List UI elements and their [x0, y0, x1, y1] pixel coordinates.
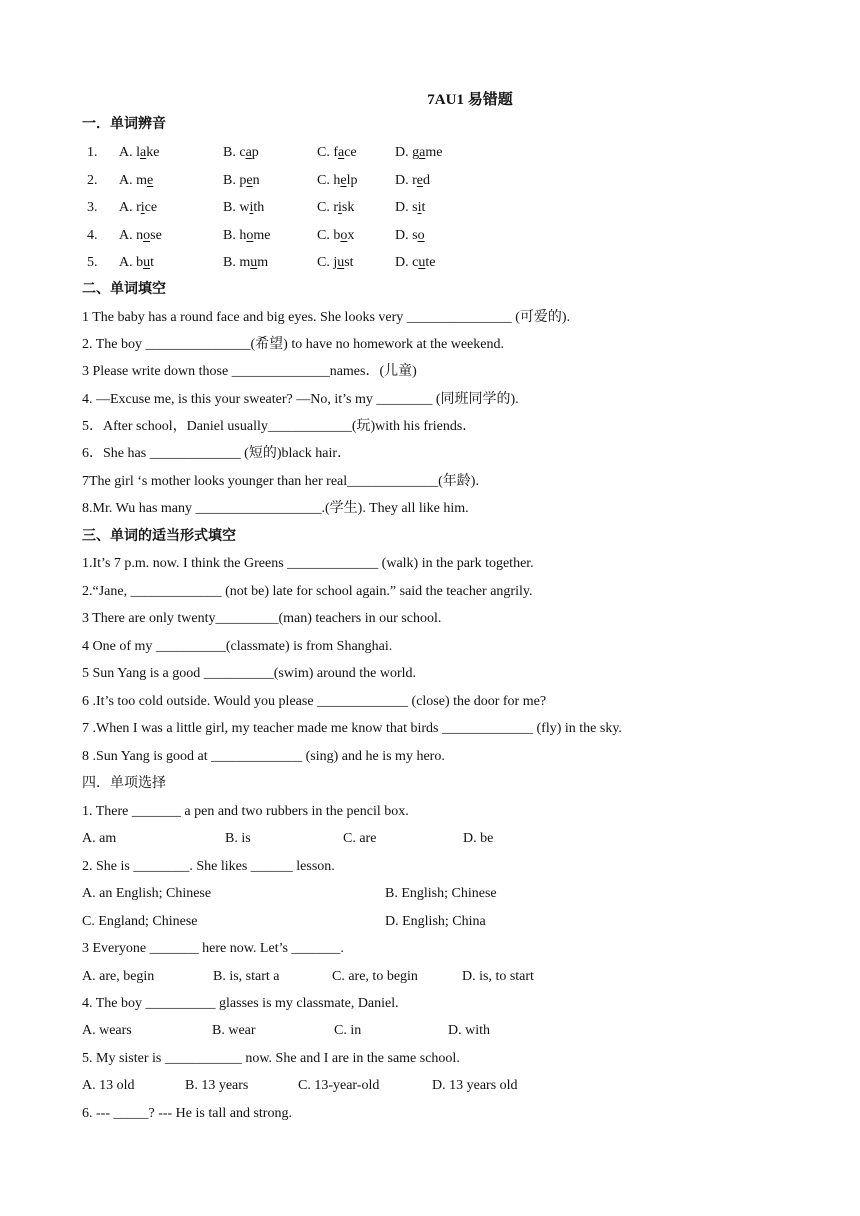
option-prefix: B. c [223, 145, 246, 160]
phonics-option [119, 144, 159, 162]
option-prefix: D. s [395, 228, 418, 243]
mc-option: C. in [334, 1023, 362, 1038]
option-suffix: me [253, 228, 271, 243]
mc-option: D. be [463, 831, 494, 846]
row-number: 3. [87, 200, 98, 215]
option-prefix: A. r [119, 200, 141, 215]
phonics-option [395, 199, 425, 217]
mc-options-3 [82, 968, 782, 986]
form-item: 7 .When I was a little girl, my teacher made me know that birds _____________ (fly) in the sky. [82, 721, 622, 736]
mc-question-2: 2. She is ________. She likes ______ lesson. [82, 859, 335, 874]
option-prefix: C. b [317, 228, 341, 243]
phonics-option [317, 172, 357, 190]
mc-options-2b [82, 913, 782, 931]
mc-option: B. English; Chinese [385, 886, 497, 901]
phonics-row [82, 254, 582, 272]
page-title: 7AU1 易错题 [427, 92, 513, 108]
phonics-option [119, 254, 154, 272]
phonics-option [223, 172, 260, 190]
underlined-letter: i [249, 200, 254, 215]
option-suffix: sk [341, 200, 355, 215]
mc-option: A. wears [82, 1023, 132, 1038]
phonics-row [82, 227, 582, 245]
option-prefix: A. n [119, 228, 144, 243]
option-suffix: t [150, 255, 155, 270]
underlined-letter: e [416, 173, 423, 188]
section4-heading: 四．单项选择 [82, 776, 166, 791]
section2-heading: 二、单词填空 [82, 282, 166, 297]
mc-options-2a [82, 885, 782, 903]
mc-option: D. English; China [385, 914, 486, 929]
underlined-letter: o [417, 228, 425, 243]
mc-options-4 [82, 1022, 782, 1040]
underlined-letter: a [338, 145, 345, 160]
underlined-letter: o [143, 228, 151, 243]
option-prefix: B. m [223, 255, 251, 270]
underlined-letter: e [246, 173, 253, 188]
fill-item: 6．She has _____________ (短的)black hair． [82, 446, 352, 461]
mc-option: D. with [448, 1023, 490, 1038]
fill-item: 7The girl ‘s mother looks younger than her real_____________(年龄). [82, 474, 479, 489]
option-suffix: m [257, 255, 269, 270]
phonics-option [395, 227, 425, 245]
option-suffix: n [252, 173, 260, 188]
option-prefix: D. c [395, 255, 419, 270]
phonics-row [82, 144, 582, 162]
underlined-letter: a [419, 145, 426, 160]
phonics-option [119, 227, 162, 245]
phonics-option [317, 144, 357, 162]
underlined-letter: i [417, 200, 422, 215]
option-prefix: C. r [317, 200, 338, 215]
option-suffix: t [421, 200, 426, 215]
section3-heading: 三、单词的适当形式填空 [82, 529, 236, 544]
mc-option: C. are [343, 831, 377, 846]
form-item: 3 There are only twenty_________(man) teachers in our school. [82, 611, 442, 626]
form-item: 4 One of my __________(classmate) is from Shanghai. [82, 639, 393, 654]
option-prefix: B. h [223, 228, 247, 243]
row-number: 1. [87, 145, 98, 160]
option-suffix: ce [144, 200, 158, 215]
option-suffix: ce [344, 145, 357, 160]
phonics-option [223, 254, 268, 272]
option-suffix: se [150, 228, 162, 243]
mc-option: C. 13-year-old [298, 1078, 380, 1093]
underlined-letter: o [246, 228, 254, 243]
underlined-letter: e [147, 173, 154, 188]
option-prefix: D. r [395, 173, 417, 188]
underlined-letter: a [140, 145, 147, 160]
mc-option: B. is, start a [213, 969, 280, 984]
mc-question-5: 5. My sister is ___________ now. She and I are in the same school. [82, 1051, 460, 1066]
option-suffix: x [347, 228, 355, 243]
fill-item: 2. The boy _______________(希望) to have no homework at the weekend. [82, 337, 504, 352]
option-suffix: me [425, 145, 443, 160]
mc-option: B. 13 years [185, 1078, 249, 1093]
option-prefix: A. m [119, 173, 147, 188]
mc-option: D. is, to start [462, 969, 534, 984]
mc-question-3: 3 Everyone _______ here now. Let’s _______. [82, 941, 344, 956]
mc-option: A. an English; Chinese [82, 886, 212, 901]
mc-option: C. are, to begin [332, 969, 418, 984]
option-prefix: B. w [223, 200, 250, 215]
option-suffix: ke [146, 145, 160, 160]
underlined-letter: u [418, 255, 426, 270]
form-item: 1.It’s 7 p.m. now. I think the Greens _____________ (walk) in the park together. [82, 556, 534, 571]
option-suffix: p [251, 145, 259, 160]
option-prefix: C. j [317, 255, 338, 270]
fill-item: 5．After school，Daniel usually____________(玩)with his friends． [82, 419, 477, 434]
phonics-option [223, 199, 264, 217]
option-suffix: te [425, 255, 436, 270]
underlined-letter: i [338, 200, 342, 215]
underlined-letter: i [140, 200, 145, 215]
mc-option: A. 13 old [82, 1078, 135, 1093]
underlined-letter: u [337, 255, 345, 270]
option-suffix: lp [346, 173, 358, 188]
mc-question-4: 4. The boy __________ glasses is my classmate, Daniel. [82, 996, 399, 1011]
mc-option: D. 13 years old [432, 1078, 518, 1093]
phonics-option [395, 254, 435, 272]
underlined-letter: u [250, 255, 258, 270]
option-suffix: d [423, 173, 430, 188]
underlined-letter: u [143, 255, 151, 270]
phonics-option [395, 172, 430, 190]
mc-option: A. am [82, 831, 117, 846]
mc-option: B. is [225, 831, 251, 846]
phonics-option [317, 199, 354, 217]
section1-heading: 一．单词辨音 [82, 117, 166, 132]
phonics-option [317, 254, 354, 272]
mc-option: C. England; Chinese [82, 914, 198, 929]
phonics-row [82, 172, 582, 190]
fill-item: 3 Please write down those ______________names．(儿童) [82, 364, 417, 379]
fill-item: 1 The baby has a round face and big eyes. She looks very _______________ (可爱的). [82, 310, 571, 325]
form-item: 2.“Jane, _____________ (not be) late for school again.” said the teacher angrily. [82, 584, 533, 599]
underlined-letter: e [340, 173, 347, 188]
option-prefix: D. g [395, 145, 420, 160]
form-item: 8 .Sun Yang is good at _____________ (sing) and he is my hero. [82, 749, 445, 764]
option-suffix: th [253, 200, 265, 215]
option-prefix: C. h [317, 173, 341, 188]
underlined-letter: o [340, 228, 348, 243]
underlined-letter: a [245, 145, 252, 160]
phonics-option [119, 172, 153, 190]
fill-item: 8.Mr. Wu has many __________________.(学生). They all like him. [82, 501, 469, 516]
option-suffix: st [344, 255, 354, 270]
option-prefix: A. b [119, 255, 144, 270]
row-number: 2. [87, 173, 98, 188]
phonics-option [223, 227, 270, 245]
option-prefix: C. f [317, 145, 338, 160]
form-item: 5 Sun Yang is a good __________(swim) around the world. [82, 666, 417, 681]
mc-question-1: 1. There _______ a pen and two rubbers in the pencil box. [82, 804, 409, 819]
mc-option: B. wear [212, 1023, 256, 1038]
phonics-option [119, 199, 157, 217]
mc-question-6: 6. --- _____? --- He is tall and strong. [82, 1106, 292, 1121]
phonics-option [223, 144, 259, 162]
phonics-row [82, 199, 582, 217]
mc-options-1 [82, 830, 782, 848]
row-number: 5. [87, 255, 98, 270]
form-item: 6 .It’s too cold outside. Would you please _____________ (close) the door for me? [82, 694, 547, 709]
mc-options-5 [82, 1077, 782, 1095]
option-prefix: D. s [395, 200, 418, 215]
mc-option: A. are, begin [82, 969, 155, 984]
fill-item: 4. —Excuse me, is this your sweater? —No, it’s my ________ (同班同学的). [82, 392, 519, 407]
phonics-option [395, 144, 442, 162]
option-prefix: B. p [223, 173, 247, 188]
row-number: 4. [87, 228, 98, 243]
option-prefix: A. l [119, 145, 140, 160]
phonics-option [317, 227, 354, 245]
